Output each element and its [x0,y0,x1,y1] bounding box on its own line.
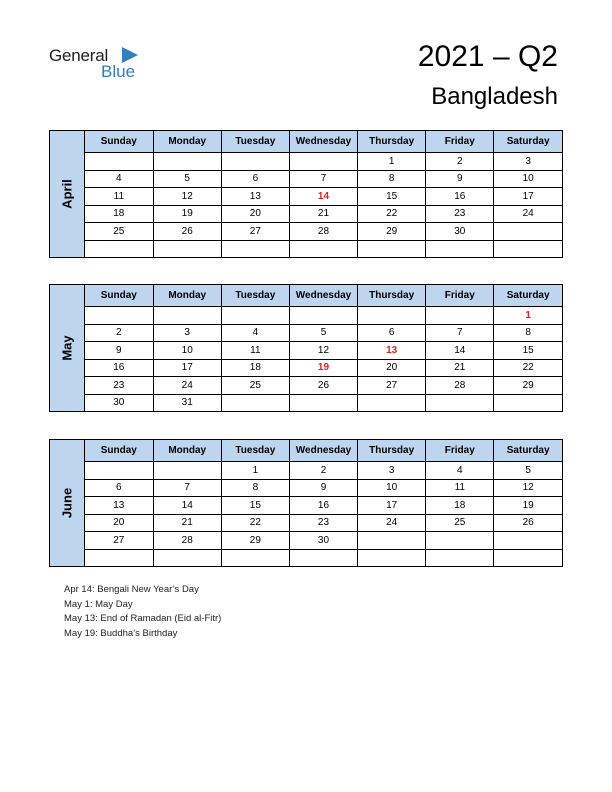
day-cell: 6 [85,479,153,497]
week-row [85,342,562,360]
day-cell: 7 [426,324,494,342]
day-cell: 13 [85,497,153,515]
day-cell: 6 [358,324,426,342]
day-cell: 11 [85,188,153,206]
day-cell: 11 [426,479,494,497]
day-cell: 16 [289,497,357,515]
day-cell: 29 [221,532,289,550]
day-cell: 15 [358,188,426,206]
day-cell: 21 [153,514,221,532]
week-row [85,324,562,342]
day-cell: 10 [358,479,426,497]
day-cell: 3 [153,324,221,342]
day-cell: 18 [221,359,289,377]
day-cell: 20 [221,205,289,223]
day-cell: 2 [426,153,494,171]
day-cell: 2 [289,462,357,480]
page-title: 2021 – Q2 [417,40,558,73]
day-cell: 22 [358,205,426,223]
day-cell [358,532,426,550]
weekday-header: Monday [153,440,221,462]
day-cell [289,153,357,171]
week-row [85,377,562,395]
day-cell: 26 [289,377,357,395]
weekday-header: Saturday [494,285,562,307]
day-cell [494,549,562,566]
weekday-header: Wednesday [289,285,357,307]
day-cell: 7 [153,479,221,497]
day-cell: 24 [153,377,221,395]
week-row [85,394,562,411]
day-cell: 10 [494,170,562,188]
week-row [85,205,562,223]
weekday-header: Thursday [358,440,426,462]
day-cell: 3 [358,462,426,480]
day-cell: 17 [153,359,221,377]
day-cell [358,394,426,411]
day-cell [358,307,426,325]
day-cell: 9 [289,479,357,497]
day-cell: 18 [426,497,494,515]
day-cell [426,307,494,325]
day-cell [289,307,357,325]
day-cell [85,549,153,566]
day-cell: 20 [358,359,426,377]
day-cell: 29 [494,377,562,395]
day-cell: 25 [221,377,289,395]
day-cell: 25 [426,514,494,532]
logo [49,44,149,84]
day-cell [426,532,494,550]
day-cell: 12 [289,342,357,360]
country-title: Bangladesh [431,83,558,110]
day-cell [221,394,289,411]
month-grid [85,440,562,566]
day-cell: 28 [426,377,494,395]
day-cell [153,153,221,171]
day-cell [153,240,221,257]
week-row [85,170,562,188]
day-cell [358,240,426,257]
weekday-header-row [85,285,562,307]
day-cell [221,307,289,325]
month-label [50,131,85,257]
day-cell: 2 [85,324,153,342]
month-label [50,440,85,566]
day-cell: 5 [494,462,562,480]
day-cell [289,394,357,411]
week-row [85,359,562,377]
day-cell: 23 [289,514,357,532]
day-cell: 4 [85,170,153,188]
day-cell: 10 [153,342,221,360]
weekday-header: Tuesday [221,131,289,153]
day-cell [85,153,153,171]
day-cell: 27 [85,532,153,550]
day-cell: 13 [358,342,426,360]
weekday-header: Thursday [358,131,426,153]
day-cell: 19 [494,497,562,515]
day-cell [289,549,357,566]
day-cell: 11 [221,342,289,360]
logo-word-general: General [49,46,109,65]
week-row [85,153,562,171]
day-cell: 27 [358,377,426,395]
day-cell: 14 [153,497,221,515]
week-row [85,514,562,532]
week-row [85,223,562,241]
day-cell: 9 [426,170,494,188]
weekday-header: Friday [426,285,494,307]
weekday-header: Sunday [85,440,153,462]
day-cell [153,462,221,480]
day-cell: 12 [153,188,221,206]
week-row [85,532,562,550]
weekday-header: Tuesday [221,440,289,462]
day-cell [221,240,289,257]
day-cell: 4 [426,462,494,480]
day-cell: 5 [289,324,357,342]
weekday-header: Friday [426,131,494,153]
day-cell: 24 [358,514,426,532]
day-cell: 22 [221,514,289,532]
weekday-header-row [85,131,562,153]
day-cell [153,549,221,566]
holiday-note: Apr 14: Bengali New Year’s Day [64,584,199,595]
day-cell: 7 [289,170,357,188]
month-calendar-april [49,130,563,258]
day-cell: 14 [289,188,357,206]
holiday-notes [64,583,221,641]
day-cell: 8 [494,324,562,342]
day-cell: 4 [221,324,289,342]
holiday-note: May 13: End of Ramadan (Eid al-Fitr) [64,613,222,625]
weekday-header: Sunday [85,285,153,307]
week-row [85,188,562,206]
day-cell [221,153,289,171]
holiday-note: May 19: Buddha’s Birthday [64,627,178,639]
day-cell: 26 [153,223,221,241]
day-cell: 6 [221,170,289,188]
day-cell: 31 [153,394,221,411]
day-cell: 8 [221,479,289,497]
day-cell: 20 [85,514,153,532]
day-cell: 3 [494,153,562,171]
day-cell [153,307,221,325]
day-cell [221,549,289,566]
day-cell [494,532,562,550]
weekday-header: Saturday [494,131,562,153]
month-calendar-may [49,284,563,412]
day-cell: 19 [289,359,357,377]
day-cell: 9 [85,342,153,360]
week-row [85,497,562,515]
day-cell: 21 [289,205,357,223]
day-cell [426,394,494,411]
day-cell: 5 [153,170,221,188]
day-cell: 17 [358,497,426,515]
day-cell: 13 [221,188,289,206]
day-cell: 16 [85,359,153,377]
week-row [85,462,562,480]
week-row [85,240,562,257]
day-cell: 25 [85,223,153,241]
day-cell: 30 [289,532,357,550]
day-cell: 8 [358,170,426,188]
day-cell: 30 [85,394,153,411]
month-name: May [59,335,75,361]
holiday-note: May 1: May Day [64,598,133,610]
day-cell: 23 [85,377,153,395]
day-cell [289,240,357,257]
day-cell: 30 [426,223,494,241]
day-cell: 28 [289,223,357,241]
week-row [85,549,562,566]
day-cell: 1 [494,307,562,325]
day-cell: 23 [426,205,494,223]
day-cell: 14 [426,342,494,360]
day-cell [85,307,153,325]
day-cell: 15 [494,342,562,360]
day-cell: 18 [85,205,153,223]
day-cell: 21 [426,359,494,377]
logo-flag-icon [122,47,138,63]
weekday-header: Tuesday [221,285,289,307]
day-cell: 17 [494,188,562,206]
month-label [50,285,85,411]
day-cell [494,223,562,241]
day-cell [85,462,153,480]
weekday-header: Thursday [358,285,426,307]
day-cell [494,240,562,257]
day-cell [494,394,562,411]
logo-word-blue: Blue [101,62,136,81]
weekday-header: Friday [426,440,494,462]
weekday-header-row [85,440,562,462]
day-cell: 12 [494,479,562,497]
month-name: April [59,179,75,209]
weekday-header: Sunday [85,131,153,153]
month-grid [85,131,562,257]
day-cell: 24 [494,205,562,223]
day-cell: 22 [494,359,562,377]
weekday-header: Wednesday [289,440,357,462]
week-row [85,479,562,497]
day-cell [358,549,426,566]
month-calendar-june [49,439,563,567]
day-cell: 19 [153,205,221,223]
day-cell [426,549,494,566]
day-cell: 27 [221,223,289,241]
day-cell: 29 [358,223,426,241]
weekday-header: Monday [153,285,221,307]
month-grid [85,285,562,411]
week-row [85,307,562,325]
day-cell: 26 [494,514,562,532]
day-cell: 1 [221,462,289,480]
weekday-header: Wednesday [289,131,357,153]
day-cell: 15 [221,497,289,515]
day-cell: 16 [426,188,494,206]
day-cell [85,240,153,257]
weekday-header: Saturday [494,440,562,462]
day-cell [426,240,494,257]
month-name: June [59,487,75,519]
weekday-header: Monday [153,131,221,153]
day-cell: 28 [153,532,221,550]
day-cell: 1 [358,153,426,171]
